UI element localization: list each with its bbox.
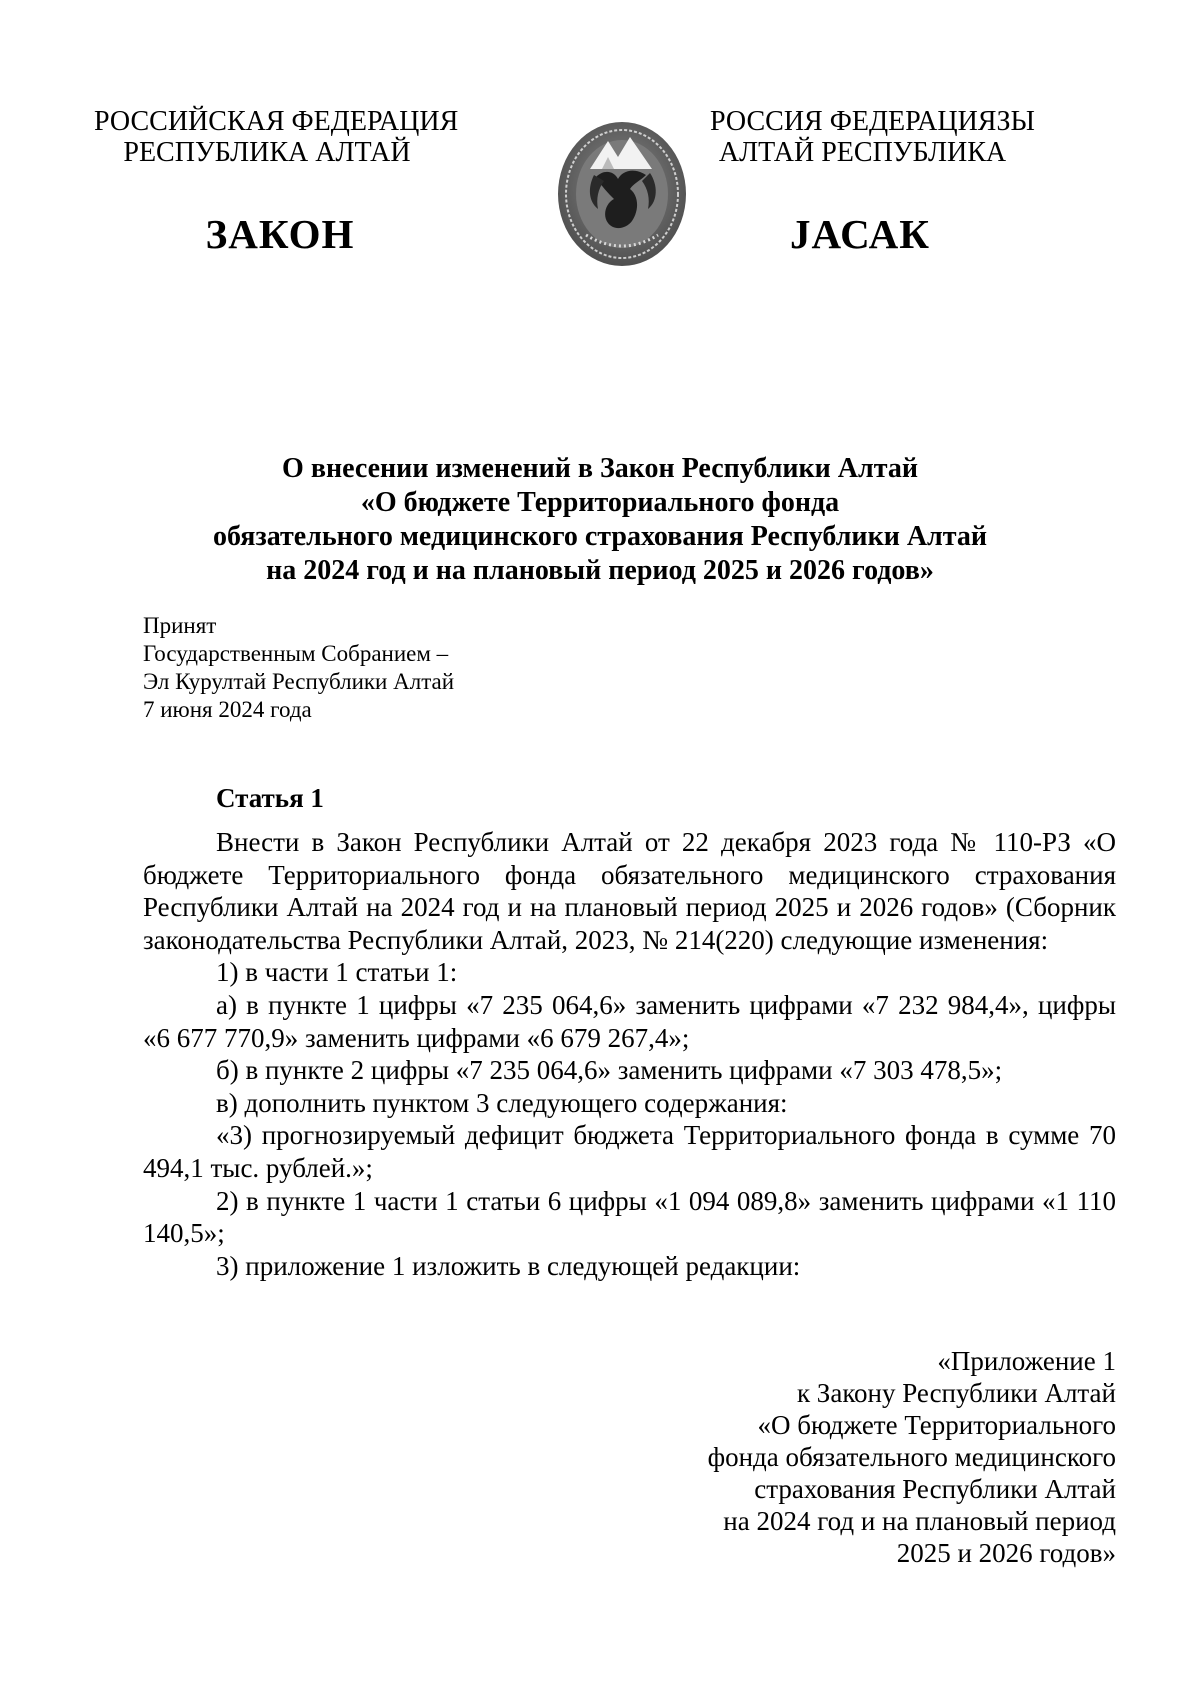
law-title-line: обязательного медицинского страхования Республики Алтай [213, 521, 987, 552]
header-left-line1: РОССИЙСКАЯ ФЕДЕРАЦИЯ [94, 106, 459, 137]
appendix-line: к Закону Республики Алтай [796, 1378, 1116, 1408]
article-paragraph: 3) приложение 1 изложить в следующей редакции: [216, 1250, 801, 1281]
appendix-line: «О бюджете Территориального [757, 1410, 1116, 1440]
law-title-line: О внесении изменений в Закон Республики Алтай [282, 453, 918, 484]
adoption-block [143, 612, 454, 724]
appendix-line: «Приложение 1 [937, 1346, 1116, 1376]
adoption-line: Эл Курултай Республики Алтай [143, 669, 455, 694]
appendix-line: фонда обязательного медицинского [707, 1442, 1116, 1472]
article-paragraph: «3) прогнозируемый дефицит бюджета Территориального фонда в сумме 70 494,1 тыс. рублей.»; [143, 1120, 1116, 1183]
article-paragraph: Внести в Закон Республики Алтай от 22 декабря 2023 года № 110-РЗ «О бюджете Территориального фонда обязательного медицинского страхования Республики Алтай на 2024 год и на плановый период 2025 и 2026 годов» (Сборник законодательства Республики Алтай, 2023, № 214(220) следующие изменения: [143, 827, 1116, 955]
article-paragraph: 1) в части 1 статьи 1: [216, 957, 458, 988]
article-paragraph: 2) в пункте 1 части 1 статьи 6 цифры «1 094 089,8» заменить цифрами «1 110 140,5»; [143, 1185, 1116, 1249]
appendix-line: на 2024 год и на плановый период [723, 1506, 1116, 1536]
article-paragraph: а) в пункте 1 цифры «7 235 064,6» заменить цифрами «7 232 984,4», цифры «6 677 770,9» заменить цифрами «6 679 267,4»; [143, 989, 1116, 1053]
appendix-heading [708, 1345, 1116, 1569]
header-right-line2: АЛТАЙ РЕСПУБЛИКА [718, 137, 1007, 168]
law-word-altai: ЈАСАК [790, 211, 930, 257]
law-word-russian: ЗАКОН [205, 211, 355, 257]
header-left-line2: РЕСПУБЛИКА АЛТАЙ [123, 137, 411, 168]
law-title-line: на 2024 год и на плановый период 2025 и 2026 годов» [266, 555, 934, 586]
appendix-line: 2025 и 2026 годов» [896, 1538, 1116, 1568]
adoption-date: 7 июня 2024 года [143, 697, 312, 722]
article-heading: Статья 1 [216, 783, 324, 813]
law-title [150, 452, 1050, 588]
coat-of-arms-icon [552, 117, 692, 272]
adoption-line: Принят [143, 613, 217, 638]
header-right-line1: РОССИЯ ФЕДЕРАЦИЯЗЫ [710, 106, 1035, 137]
article-paragraph: в) дополнить пунктом 3 следующего содержания: [216, 1087, 788, 1118]
article-paragraph: б) в пункте 2 цифры «7 235 064,6» заменить цифрами «7 303 478,5»; [216, 1055, 1003, 1086]
adoption-line: Государственным Собранием – [143, 641, 449, 666]
law-title-line: «О бюджете Территориального фонда [360, 487, 840, 518]
article-body [143, 826, 1116, 1282]
appendix-line: страхования Республики Алтай [754, 1474, 1116, 1504]
